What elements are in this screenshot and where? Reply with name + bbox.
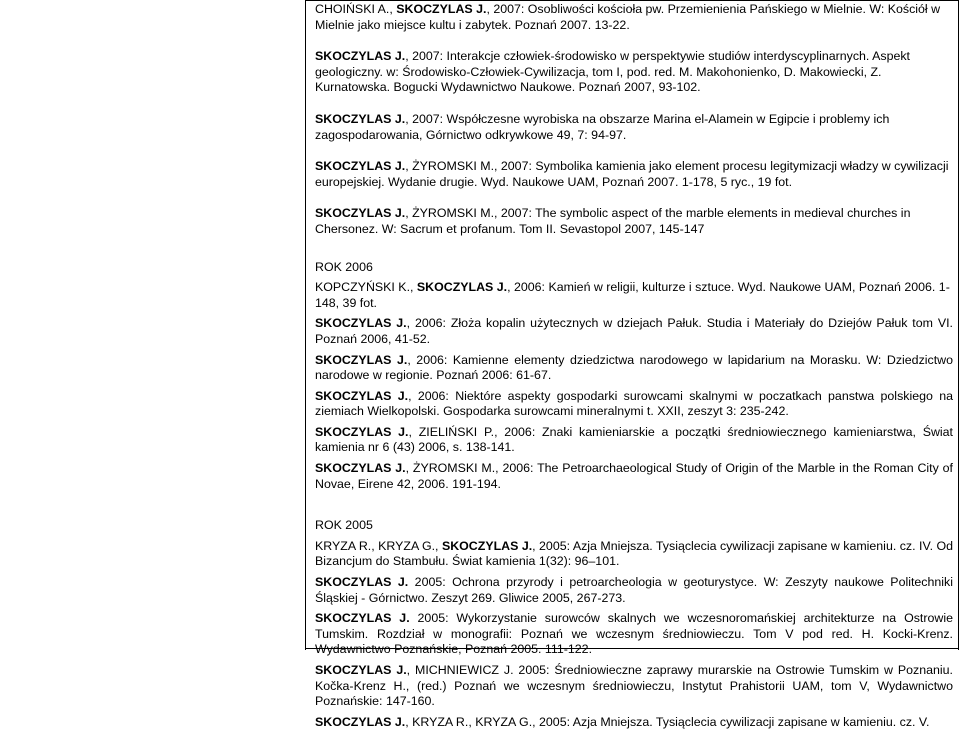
top-rule (305, 0, 958, 1)
bibliography-entry: SKOCZYLAS J., ŻYROMSKI M., 2007: Symbolika kamienia jako element procesu legitymizacji władzy w cywilizacji europejskiej. Wydanie drugie. Wyd. Naukowe UAM, Poznań 2007. 1-178, 5 ryc., 19 fot. (315, 159, 949, 189)
bibliography-entry: CHOIŃSKI A., SKOCZYLAS J., 2007: Osobliwości kościoła pw. Przemienienia Pańskiego w Mielnie. W: Kościół w Mielnie jako miejsce kultu i zabytek. Poznań 2007. 13-22. (315, 2, 941, 32)
bibliography-entry: SKOCZYLAS J., MICHNIEWICZ J. 2005: Średniowieczne zaprawy murarskie na Ostrowie Tumskim w Poznaniu. Kočka-Krenz H., (red.) Poznań we wczesnym średniowieczu, Instytut Prahistorii UAM, tom V, Wydawnictwo Poznańskie: 147-160. (315, 663, 953, 709)
bibliography-entry: SKOCZYLAS J., 2007: Interakcje człowiek-środowisko w perspektywie studiów interdyscyplinarnych. Aspekt geologiczny. w: Środowisko-Człowiek-Cywilizacja, tom I, pod. red. M. Makohonienko, D. Makowiecki, Z. Kurnatowska. Bogucki Wydawnictwo Naukowe. Poznań 2007, 93-102. (315, 49, 911, 95)
bibliography-entry: SKOCZYLAS J. 2005: Ochrona przyrody i petroarcheologia w geoturystyce. W: Zeszyty naukowe Politechniki Śląskiej - Górnictwo. Zeszyt 269. Gliwice 2005, 267-273. (315, 575, 953, 605)
bibliography-entry: SKOCZYLAS J., 2006: Kamienne elementy dziedzictwa narodowego w lapidarium na Morasku. W: Dziedzictwo narodowe w regionie. Poznań 2006: 61-67. (315, 352, 954, 383)
bibliography-entry: SKOCZYLAS J. 2005: Wykorzystanie surowców skalnych we wczesnoromańskiej architekturze na Ostrowie Tumskim. Rozdział w monografii: Poznań we wczesnym średniowieczu. Tom V pod red. H. Kocki-Krenz. Wydawnictwo Poznańskie, Poznań 2005. 111-122. (315, 611, 953, 657)
bibliography-entry: SKOCZYLAS J., ŻYROMSKI M., 2007: The symbolic aspect of the marble elements in medieval churches in Chersonez. W: Sacrum et profanum. Tom II. Sevastopol 2007, 145-147 (315, 206, 911, 236)
bibliography-entry: SKOCZYLAS J., ZIELIŃSKI P., 2006: Znaki kamieniarskie a początki średniowiecznego kamieniarstwa, Świat kamienia nr 6 (43) 2006, s. 138-141. (315, 424, 953, 455)
bibliography-entry: KRYZA R., KRYZA G., SKOCZYLAS J., 2005: Azja Mniejsza. Tysiąclecia cywilizacji zapisane w kamieniu. cz. IV. Od Bizancjum do Stambułu. Świat kamienia 1(32): 96–101. (315, 538, 953, 569)
bibliography-entry: KOPCZYŃSKI K., SKOCZYLAS J., 2006: Kamień w religii, kulturze i sztuce. Wyd. Naukowe UAM, Poznań 2006. 1-148, 39 fot. (315, 280, 950, 310)
bibliography-entry: SKOCZYLAS J., 2006: Złoża kopalin użytecznych w dziejach Pałuk. Studia i Materiały do Dziejów Pałuk tom VI. Poznań 2006, 41-52. (315, 316, 953, 346)
bibliography-list (315, 2, 953, 730)
year-heading: ROK 2006 (315, 259, 373, 274)
bibliography-entry: SKOCZYLAS J., 2007: Współczesne wyrobiska na obszarze Marina el-Alamein w Egipcie i problemy ich zagospodarowania, Górnictwo odkrywkowe 49, 7: 94-97. (315, 111, 890, 142)
bibliography-entry: SKOCZYLAS J., ŻYROMSKI M., 2006: The Petroarchaeological Study of Origin of the Marble in the Roman City of Novae, Eirene 42, 2006. 191-194. (315, 461, 953, 491)
year-heading: ROK 2005 (315, 518, 373, 533)
bibliography-entry: SKOCZYLAS J., KRYZA R., KRYZA G., 2005: Azja Mniejsza. Tysiąclecia cywilizacji zapisane w kamieniu. cz. V. (315, 714, 930, 729)
bibliography-entry: SKOCZYLAS J., 2006: Niektóre aspekty gospodarki surowcami skalnymi w poczatkach panstwa polskiego na ziemiach Wielkopolski. Gospodarka surowcami mineralnymi t. XXII, zeszyt 3: 235-242. (315, 388, 953, 419)
